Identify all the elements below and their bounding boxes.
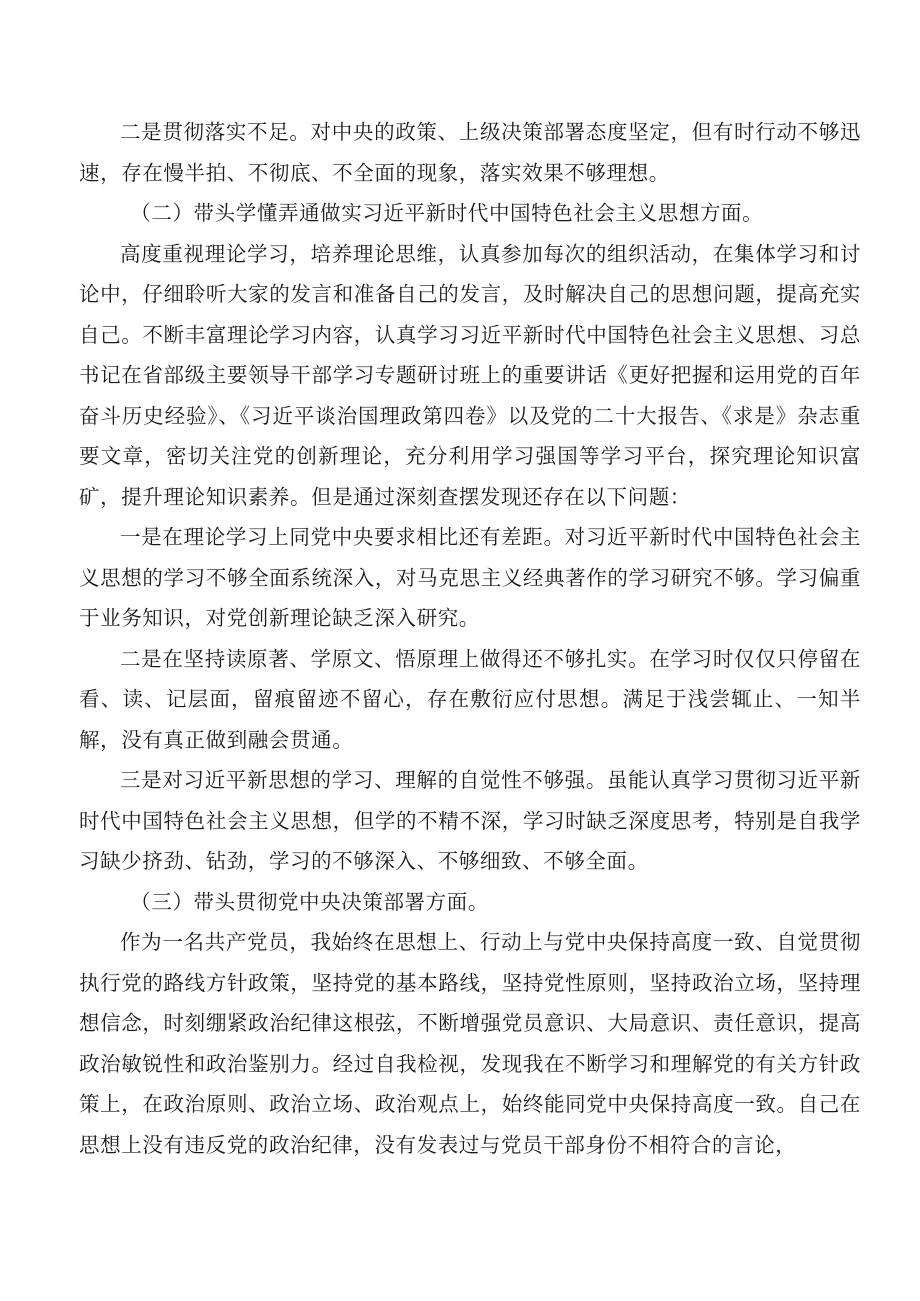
paragraph-implementation-shortfall: 二是贯彻落实不足。对中央的政策、上级决策部署态度坚定，但有时行动不够迅速，存在慢半拍、不彻底、不全面的现象，落实效果不够理想。 [79, 120, 861, 185]
section-heading-2: （二）带头学懂弄通做实习近平新时代中国特色社会主义思想方面。 [130, 201, 764, 225]
document-body [79, 112, 861, 1165]
paragraph-theory-study: 高度重视理论学习，培养理论思维，认真参加每次的组织活动，在集体学习和讨论中，仔细聆听大家的发言和准备自己的发言，及时解决自己的思想问题，提高充实自己。不断丰富理论学习内容，认真学习习近平新时代中国特色社会主义思想、习总书记在省部级主要领导干部学习专题研讨班上的重要讲话《更好把握和运用党的百年奋斗历史经验》、《习近平谈治国理政第四卷》以及党的二十大报告、《求是》杂志重要文章，密切关注党的创新理论，充分利用学习强国等学习平台，探究理论知识富矿，提升理论知识素养。但是通过深刻查摆发现还存在以下问题： [79, 241, 861, 509]
paragraph-party-member: 作为一名共产党员，我始终在思想上、行动上与党中央保持高度一致、自觉贯彻执行党的路线方针政策，坚持党的基本路线，坚持党性原则，坚持政治立场，坚持理想信念，时刻绷紧政治纪律这根弦，不断增强党员意识、大局意识、责任意识，提高政治敏锐性和政治鉴别力。经过自我检视，发现我在不断学习和理解党的有关方针政策上，在政治原则、政治立场、政治观点上，始终能同党中央保持高度一致。自己在思想上没有违反党的政治纪律，没有发表过与党员干部身份不相符合的言论， [79, 930, 861, 1157]
section-heading-3: （三）带头贯彻党中央决策部署方面。 [130, 889, 489, 914]
paragraph-problem-3: 三是对习近平新思想的学习、理解的自觉性不够强。虽能认真学习贯彻习近平新时代中国特色社会主义思想，但学的不精不深，学习时缺乏深度思考，特别是自我学习缺少挤劲、钻劲，学习的不够深入、不够细致、不够全面。 [79, 768, 861, 873]
paragraph-problem-2: 二是在坚持读原著、学原文、悟原理上做得还不够扎实。在学习时仅仅只停留在看、读、记层面，留痕留迹不留心，存在敷衍应付思想。满足于浅尝辄止、一知半解，没有真正做到融会贯通。 [79, 646, 861, 752]
paragraph-problem-1: 一是在理论学习上同党中央要求相比还有差距。对习近平新时代中国特色社会主义思想的学习不够全面系统深入，对马克思主义经典著作的学习研究不够。学习偏重于业务知识，对党创新理论缺乏深入研究。 [79, 525, 861, 630]
